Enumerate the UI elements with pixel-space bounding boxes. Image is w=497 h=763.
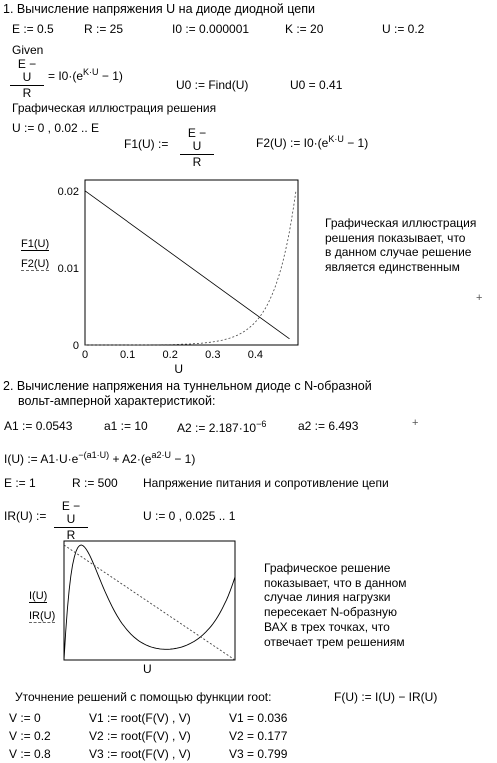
- range-definition-2: U := 0 , 0.025 .. 1: [143, 509, 236, 523]
- x-tick-label: 0.2: [162, 349, 178, 361]
- x-tick-label: 0: [81, 349, 89, 361]
- range-definition: U := 0 , 0.02 .. E: [12, 121, 100, 135]
- x-tick-label: 0.1: [119, 349, 136, 361]
- equation-rhs: [48, 67, 123, 83]
- given-keyword: Given: [12, 43, 44, 57]
- chart-2-note-line: показывает, что в данном: [264, 575, 407, 590]
- root-expression-2: V2 := root(F(V) , V): [89, 729, 191, 743]
- var-r: R := 25: [84, 22, 124, 36]
- var-i0: I0 := 0.000001: [172, 22, 250, 36]
- const-a2: [177, 419, 266, 435]
- const-a1-lower: a1 := 10: [104, 419, 148, 433]
- chart-1-note-line: является единственным: [325, 259, 460, 274]
- ir-denominator: R: [66, 528, 76, 542]
- chart-2-frame: [64, 541, 235, 660]
- section1-heading: 1. Вычисление напряжения U на диоде диодной цепи: [3, 2, 315, 16]
- series-f2-line: [85, 191, 296, 345]
- e-definition: E := 1: [4, 476, 36, 490]
- y-tick-label: 0: [72, 340, 79, 352]
- subheading-graphic: Графическая иллюстрация решения: [12, 101, 217, 115]
- series-i-line: [64, 545, 235, 660]
- iu-tail: − 1): [171, 452, 196, 466]
- root-result-1: V1 = 0.036: [229, 711, 288, 725]
- legend-f2: [21, 258, 49, 270]
- iu-lhs: I(U) := A1·U·e: [4, 452, 79, 466]
- equation-exponent: K·U: [83, 67, 99, 77]
- const-a1: A1 := 0.0543: [4, 419, 73, 433]
- equation-numerator: E − U: [17, 57, 37, 84]
- var-e: E := 0.5: [12, 22, 54, 36]
- root-initial-3: V := 0.8: [9, 747, 51, 761]
- chart-1-note-line: Графическая иллюстрация: [325, 216, 477, 230]
- legend-ir: [29, 610, 55, 622]
- f2-exponent: K·U: [328, 134, 344, 144]
- x-tick-label: 0.4: [247, 349, 264, 361]
- equation-tail: − 1): [98, 69, 123, 83]
- section2-heading-2: вольт-амперной характеристикой:: [18, 394, 216, 408]
- section2-heading-1: 2. Вычисление напряжения на туннельном диоде с N-образной: [3, 379, 372, 393]
- ir-lhs: IR(U) :=: [4, 509, 47, 523]
- find-result: U0 = 0.41: [290, 78, 343, 92]
- iu-exponent-1: −(a1·U): [78, 450, 110, 460]
- legend-f1: [21, 238, 49, 250]
- root-expression-3: V3 := root(F(V) , V): [89, 747, 191, 761]
- chart-2-note-line: отвечает трем решениям: [264, 634, 405, 649]
- equation-rhs-text: = I0·(e: [48, 69, 84, 83]
- root-initial-1: V := 0: [9, 711, 41, 725]
- iu-exponent-2: a2·U: [151, 450, 171, 460]
- f1-denominator: R: [192, 155, 202, 169]
- legend-i-label: I(U): [29, 590, 48, 602]
- legend-f1-label: F1(U): [21, 238, 50, 250]
- chart-1-frame: [85, 180, 298, 345]
- chart-2-x-label: U: [143, 662, 152, 676]
- chart-1-note: [325, 216, 476, 274]
- root-result-3: V3 = 0.799: [229, 747, 288, 761]
- ir-numerator: E − U: [61, 499, 81, 526]
- chart-2-note-line: пересекает N-образную: [264, 605, 398, 620]
- plus-cursor-icon: +: [476, 292, 483, 304]
- r-definition: R := 500: [72, 476, 118, 490]
- supply-note: Напряжение питания и сопротивление цепи: [143, 476, 389, 490]
- chart-2: [0, 536, 250, 676]
- plus-cursor-icon: +: [412, 417, 419, 429]
- chart-2-note-line: случае линия нагрузки: [264, 590, 391, 605]
- legend-f2-label: F2(U): [21, 258, 50, 270]
- iu-mid: + A2·(e: [109, 452, 152, 466]
- const-a2-mantissa: A2 := 2.187·10: [177, 421, 257, 435]
- root-initial-2: V := 0.2: [9, 729, 51, 743]
- series-f1-line: [85, 191, 290, 339]
- root-expression-1: V1 := root(F(V) , V): [89, 711, 191, 725]
- var-u: U := 0.2: [382, 22, 425, 36]
- series-ir-line: [64, 545, 235, 660]
- root-result-2: V2 = 0.177: [229, 729, 288, 743]
- var-k: K := 20: [285, 22, 324, 36]
- root-heading: Уточнение решений с помощью функции root:: [15, 690, 272, 704]
- x-tick-label: 0.3: [205, 349, 221, 361]
- f1-fraction: [180, 127, 214, 169]
- find-statement: U0 := Find(U): [176, 78, 249, 92]
- f2-definition: [256, 134, 368, 150]
- equation-fraction: [10, 58, 44, 100]
- const-a2-exponent: −6: [256, 419, 267, 429]
- iu-definition: [4, 450, 195, 466]
- chart-1-note-line: решения показывает, что: [325, 230, 466, 245]
- equation-denominator: R: [22, 86, 32, 100]
- const-a2-lower: a2 := 6.493: [298, 419, 359, 433]
- f2-lhs: F2(U) := I0·(e: [256, 136, 329, 150]
- chart-2-note-line: Графическое решение: [264, 561, 391, 575]
- y-tick-label: 0.01: [57, 262, 79, 275]
- legend-i: [29, 590, 47, 602]
- chart-2-note-line: ВАХ в трех точках, что: [264, 619, 390, 634]
- f1-numerator: E − U: [187, 126, 207, 153]
- f1-lhs: F1(U) :=: [124, 137, 169, 151]
- chart-2-note: [264, 561, 407, 649]
- legend-ir-label: IR(U): [29, 610, 56, 622]
- y-tick-label: 0.02: [57, 185, 79, 198]
- f-definition: F(U) := I(U) − IR(U): [334, 690, 438, 704]
- f2-tail: − 1): [343, 136, 369, 150]
- x-axis-label: U: [174, 362, 184, 376]
- chart-1-note-line: в данном случае решение: [325, 245, 472, 259]
